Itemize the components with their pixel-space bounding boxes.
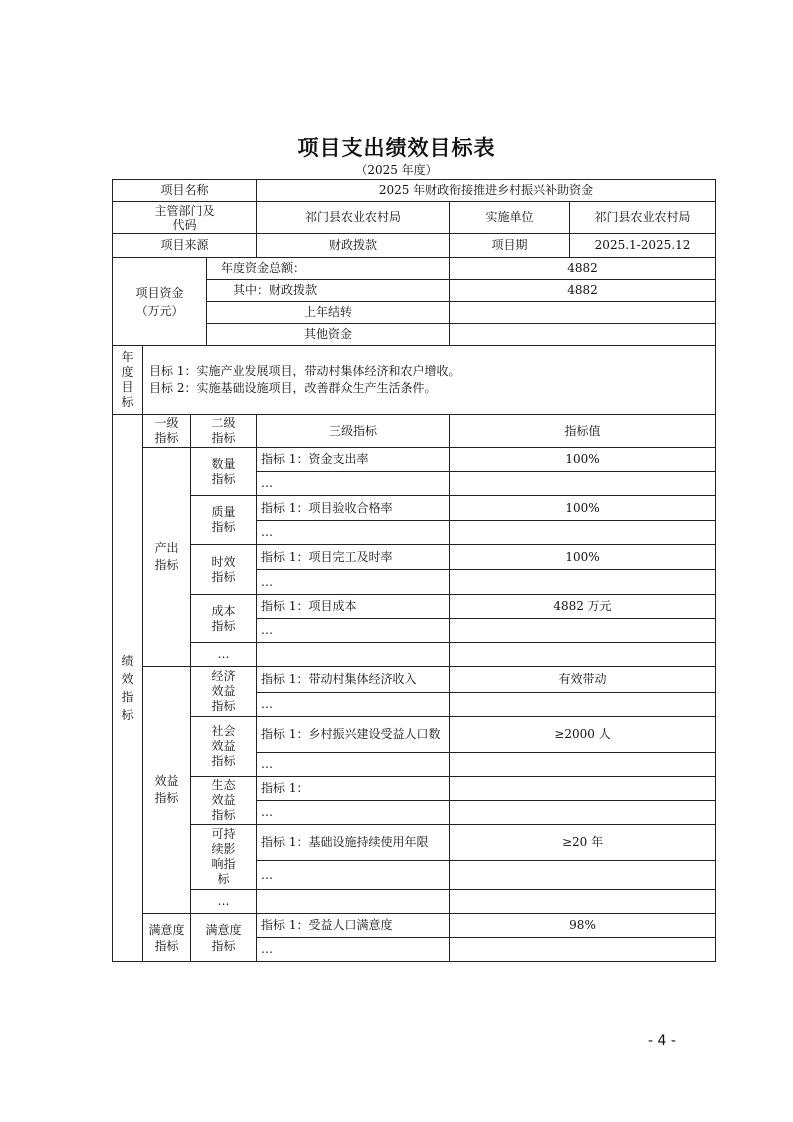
ecological-value — [450, 777, 716, 801]
cost-more: … — [257, 619, 450, 643]
social-more: … — [257, 753, 450, 777]
timeliness-more: … — [257, 570, 450, 595]
funds-total-value: 4882 — [450, 258, 716, 280]
economic-more: … — [257, 693, 450, 717]
quantity-value: 100% — [450, 448, 716, 472]
header-value: 指标值 — [450, 415, 716, 448]
impl-value: 祁门县农业农村局 — [570, 202, 716, 234]
quantity-label — [191, 448, 257, 496]
economic-label — [191, 667, 257, 717]
output-more-item — [257, 643, 450, 667]
quantity-item: 指标 1：资金支出率 — [257, 448, 450, 472]
source-value: 财政拨款 — [257, 234, 450, 258]
satisfaction-label — [143, 914, 191, 962]
page-number: - 4 - — [648, 1033, 676, 1049]
economic-more-value — [450, 693, 716, 717]
page-subtitle: （2025 年度） — [355, 163, 438, 177]
annual-goal-label — [113, 346, 143, 415]
economic-value: 有效带动 — [450, 667, 716, 693]
timeliness-more-value — [450, 570, 716, 595]
economic-label-text: 经济效益指标 — [211, 669, 236, 713]
quantity-more: … — [257, 472, 450, 496]
satisfaction-sub-label — [191, 914, 257, 962]
output-more-value — [450, 643, 716, 667]
sustainable-value: ≥20 年 — [450, 825, 716, 861]
header-level1-text: 一级指标 — [154, 416, 179, 445]
sustainable-item: 指标 1：基础设施持续使用年限 — [257, 825, 450, 861]
benefit-more-value — [450, 890, 716, 914]
timeliness-item: 指标 1：项目完工及时率 — [257, 545, 450, 570]
funds-label-text: 项目资金（万元） — [135, 285, 184, 318]
dept-value: 祁门县农业农村局 — [257, 202, 450, 234]
ecological-more-value — [450, 801, 716, 825]
quality-label — [191, 496, 257, 545]
ecological-item: 指标 1： — [257, 777, 450, 801]
ecological-label — [191, 777, 257, 825]
header-level2 — [191, 415, 257, 448]
annual-goal-content — [143, 346, 716, 415]
quality-item: 指标 1：项目验收合格率 — [257, 496, 450, 521]
period-value: 2025.1-2025.12 — [570, 234, 716, 258]
output-more: … — [191, 643, 257, 667]
page-title: 项目支出绩效目标表 — [297, 136, 496, 160]
social-value: ≥2000 人 — [450, 717, 716, 753]
period-label: 项目期 — [450, 234, 570, 258]
funds-label — [113, 258, 207, 346]
annual-goal-label-text: 年度目标 — [121, 350, 134, 409]
funds-fiscal-value: 4882 — [450, 280, 716, 302]
sustainable-label-text: 可持续影响指标 — [211, 827, 236, 886]
quality-label-text: 质量指标 — [211, 505, 236, 534]
quality-value: 100% — [450, 496, 716, 521]
cost-item: 指标 1：项目成本 — [257, 595, 450, 619]
satisfaction-sub-label-text: 满意度指标 — [205, 922, 242, 953]
funds-carryover-value — [450, 302, 716, 324]
quality-more-value — [450, 521, 716, 545]
performance-target-table — [112, 179, 716, 962]
social-more-value — [450, 753, 716, 777]
cost-value: 4882 万元 — [450, 595, 716, 619]
benefit-label-text: 效益指标 — [154, 774, 179, 805]
annual-goal-line-2: 目标 2：实施基础设施项目，改善群众生产生活条件。 — [149, 381, 437, 395]
social-label — [191, 717, 257, 777]
benefit-label — [143, 667, 191, 914]
dept-label-text: 主管部门及代码 — [154, 203, 215, 232]
project-name-value: 2025 年财政衔接推进乡村振兴补助资金 — [257, 180, 716, 202]
funds-fiscal-label: 其中：财政拨款 — [207, 280, 450, 302]
perf-label-text: 绩效指标 — [121, 654, 134, 722]
cost-label — [191, 595, 257, 643]
dept-label — [113, 202, 257, 234]
satisfaction-label-text: 满意度指标 — [148, 922, 185, 953]
annual-goal-line-1: 目标 1：实施产业发展项目，带动村集体经济和农户增收。 — [149, 364, 461, 378]
timeliness-label-text: 时效指标 — [211, 554, 236, 584]
social-label-text: 社会效益指标 — [211, 724, 236, 768]
output-label — [143, 448, 191, 667]
project-name-label: 项目名称 — [113, 180, 257, 202]
timeliness-value: 100% — [450, 545, 716, 570]
perf-label — [113, 415, 143, 962]
funds-other-value — [450, 324, 716, 346]
cost-label-text: 成本指标 — [211, 603, 236, 633]
satisfaction-more-value — [450, 938, 716, 962]
benefit-more: … — [191, 890, 257, 914]
timeliness-label — [191, 545, 257, 595]
sustainable-more: … — [257, 861, 450, 890]
satisfaction-value: 98% — [450, 914, 716, 938]
quantity-more-value — [450, 472, 716, 496]
header-level2-text: 二级指标 — [211, 416, 236, 445]
header-level1 — [143, 415, 191, 448]
source-label: 项目来源 — [113, 234, 257, 258]
economic-item: 指标 1：带动村集体经济收入 — [257, 667, 450, 693]
satisfaction-more: … — [257, 938, 450, 962]
ecological-label-text: 生态效益指标 — [211, 778, 236, 822]
header-level3: 三级指标 — [257, 415, 450, 448]
funds-total-label: 年度资金总额： — [207, 258, 450, 280]
output-label-text: 产出指标 — [154, 541, 179, 572]
quality-more: … — [257, 521, 450, 545]
sustainable-label — [191, 825, 257, 890]
benefit-more-item — [257, 890, 450, 914]
funds-other-label: 其他资金 — [207, 324, 450, 346]
sustainable-more-value — [450, 861, 716, 890]
satisfaction-item: 指标 1：受益人口满意度 — [257, 914, 450, 938]
impl-label: 实施单位 — [450, 202, 570, 234]
funds-carryover-label: 上年结转 — [207, 302, 450, 324]
social-item: 指标 1：乡村振兴建设受益人口数 — [257, 717, 450, 753]
quantity-label-text: 数量指标 — [211, 456, 236, 486]
ecological-more: … — [257, 801, 450, 825]
cost-more-value — [450, 619, 716, 643]
